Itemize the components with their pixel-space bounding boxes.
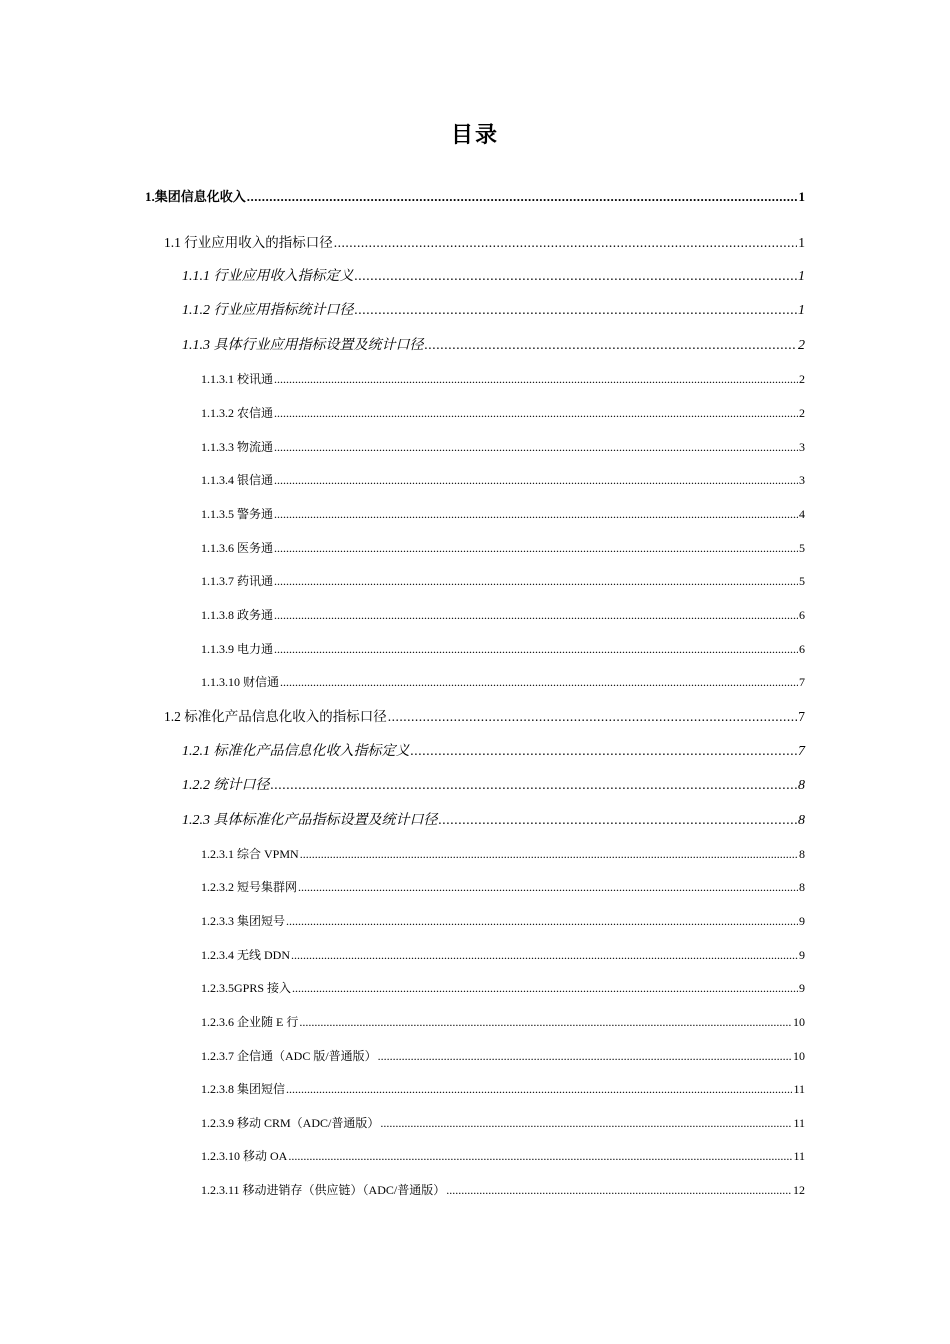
toc-entry[interactable] (182, 809, 805, 829)
dot-leader (274, 541, 798, 556)
toc-entry[interactable] (182, 774, 805, 794)
toc-entry-page: 4 (799, 507, 805, 521)
dot-leader (411, 744, 798, 760)
toc-entry-label: 1.2.3.1 综合 VPMN (201, 847, 299, 861)
toc-entry-label: 1.1.3.2 农信通 (201, 406, 274, 420)
toc-entry-page: 3 (799, 473, 805, 487)
toc-entry-page: 2 (799, 406, 805, 420)
toc-entry[interactable] (201, 370, 805, 387)
toc-entry[interactable] (201, 1047, 805, 1064)
toc-entry[interactable] (182, 334, 805, 354)
dot-leader (274, 507, 798, 522)
toc-entry[interactable] (201, 845, 805, 862)
toc-entry[interactable] (201, 1114, 805, 1131)
toc-entry-page: 7 (799, 675, 805, 689)
toc-entry[interactable] (182, 299, 805, 319)
toc-entry-label: 1.1.3.10 财信通 (201, 675, 280, 689)
toc-entry-page: 1 (798, 189, 805, 204)
toc-entry[interactable] (164, 231, 805, 251)
dot-leader (286, 1082, 792, 1097)
dot-leader (291, 948, 798, 963)
toc-entry-page: 2 (799, 372, 805, 386)
dot-leader (274, 642, 798, 657)
toc-entry[interactable] (201, 979, 805, 996)
toc-entry-label: 1.2.3.4 无线 DDN (201, 948, 290, 962)
dot-leader (299, 1015, 792, 1030)
dot-leader (378, 1049, 792, 1064)
dot-leader (274, 372, 798, 387)
dot-leader (274, 406, 798, 421)
toc-entry-page: 3 (799, 440, 805, 454)
toc-entry-label: 1.2.3.8 集团短信 (201, 1082, 286, 1096)
toc-entry-page: 7 (798, 744, 805, 759)
toc-entry[interactable] (201, 1147, 805, 1164)
dot-leader (286, 914, 798, 929)
toc-entry[interactable] (201, 471, 805, 488)
toc-entry-label: 1.1.3.3 物流通 (201, 440, 274, 454)
dot-leader (334, 235, 798, 251)
toc-entry-label: 1.1.3.4 银信通 (201, 473, 274, 487)
dot-leader (274, 608, 798, 623)
toc-entry[interactable] (201, 606, 805, 623)
toc-entry[interactable] (201, 640, 805, 657)
toc-entry-page: 6 (799, 608, 805, 622)
dot-leader (355, 269, 798, 285)
toc-entry-page: 7 (798, 709, 805, 724)
toc-entry-label: 1.1.1 行业应用收入指标定义 (182, 269, 354, 284)
toc-entry-label: 1.1.2 行业应用指标统计口径 (182, 303, 354, 318)
toc-entry-page: 9 (799, 948, 805, 962)
toc-entry[interactable] (201, 673, 805, 690)
toc-entry[interactable] (201, 878, 805, 895)
toc-entry-label: 1.2.3.6 企业随 E 行 (201, 1015, 299, 1029)
toc-entry-label: 1.1.3.7 药讯通 (201, 574, 274, 588)
toc-entry-label: 1.2.3.7 企信通（ADC 版/普通版） (201, 1049, 377, 1063)
toc-entry-page: 11 (793, 1116, 805, 1130)
toc-entry-label: 1.1.3.1 校讯通 (201, 372, 274, 386)
dot-leader (425, 338, 798, 354)
toc-entry-label: 1.1.3.8 政务通 (201, 608, 274, 622)
dot-leader (355, 303, 798, 319)
dot-leader (300, 847, 798, 862)
dot-leader (292, 981, 798, 996)
dot-leader (439, 813, 798, 829)
toc-entry-page: 5 (799, 541, 805, 555)
toc-entry-page: 9 (799, 914, 805, 928)
toc-entry-label: 1.2.3.2 短号集群网 (201, 880, 298, 894)
toc-entry-label: 1.2.3.5GPRS 接入 (201, 981, 292, 995)
toc-entry[interactable] (201, 1080, 805, 1097)
toc-entry-label: 1.1.3.9 电力通 (201, 642, 274, 656)
toc-entry-page: 9 (799, 981, 805, 995)
toc-entry-page: 2 (798, 338, 805, 353)
toc-entry-page: 10 (793, 1049, 805, 1063)
toc-entry-label: 1.1.3 具体行业应用指标设置及统计口径 (182, 338, 424, 353)
dot-leader (274, 574, 798, 589)
toc-entry[interactable] (164, 705, 805, 725)
toc-entry-label: 1.2.1 标准化产品信息化收入指标定义 (182, 744, 410, 759)
toc-entry[interactable] (201, 1013, 805, 1030)
toc-entry[interactable] (201, 505, 805, 522)
toc-entry-page: 12 (793, 1183, 805, 1197)
toc-entry-label: 1.1 行业应用收入的指标口径 (164, 235, 333, 250)
dot-leader (288, 1149, 792, 1164)
toc-entry-label: 1.2.3.9 移动 CRM（ADC/普通版） (201, 1116, 380, 1130)
toc-entry[interactable] (201, 912, 805, 929)
toc-entry-page: 8 (798, 778, 805, 793)
dot-leader (446, 1183, 792, 1198)
toc-entry-label: 1.1.3.5 警务通 (201, 507, 274, 521)
toc-entry-page: 10 (793, 1015, 805, 1029)
dot-leader (247, 189, 798, 205)
toc-entry-label: 1.2.3.11 移动进销存（供应链）（ADC/普通版） (201, 1183, 446, 1197)
dot-leader (271, 778, 798, 794)
dot-leader (380, 1116, 792, 1131)
toc-entry[interactable] (201, 946, 805, 963)
page-title: 目录 (450, 123, 499, 148)
toc-entry[interactable] (201, 539, 805, 556)
toc-entry-page: 1 (798, 303, 805, 318)
toc-entry-label: 1.1.3.6 医务通 (201, 541, 274, 555)
toc-entry-label: 1.2.2 统计口径 (182, 778, 270, 793)
dot-leader (298, 880, 798, 895)
dot-leader (388, 709, 798, 725)
dot-leader (274, 473, 798, 488)
toc-entry[interactable] (201, 438, 805, 455)
dot-leader (280, 675, 798, 690)
toc-entry-label: 1.集团信息化收入 (145, 189, 246, 204)
toc-entry-page: 1 (798, 269, 805, 284)
toc-entry[interactable] (201, 572, 805, 589)
toc-entry[interactable] (182, 265, 805, 285)
toc-entry-page: 6 (799, 642, 805, 656)
toc-entry[interactable] (182, 740, 805, 760)
toc-entry-page: 5 (799, 574, 805, 588)
toc-entry[interactable] (201, 1181, 805, 1198)
toc-entry-label: 1.2 标准化产品信息化收入的指标口径 (164, 709, 387, 724)
toc-entry[interactable] (201, 404, 805, 421)
toc-entry-page: 8 (799, 880, 805, 894)
toc-entry-label: 1.2.3 具体标准化产品指标设置及统计口径 (182, 813, 438, 828)
toc-entry-page: 11 (793, 1149, 805, 1163)
toc-entry-page: 8 (799, 847, 805, 861)
toc-entry-page: 11 (793, 1082, 805, 1096)
toc-entry-label: 1.2.3.10 移动 OA (201, 1149, 288, 1163)
toc-entry-page: 8 (798, 813, 805, 828)
toc-entry-page: 1 (798, 235, 805, 250)
toc-entry[interactable] (145, 186, 805, 205)
dot-leader (274, 440, 798, 455)
toc-entry-label: 1.2.3.3 集团短号 (201, 914, 286, 928)
